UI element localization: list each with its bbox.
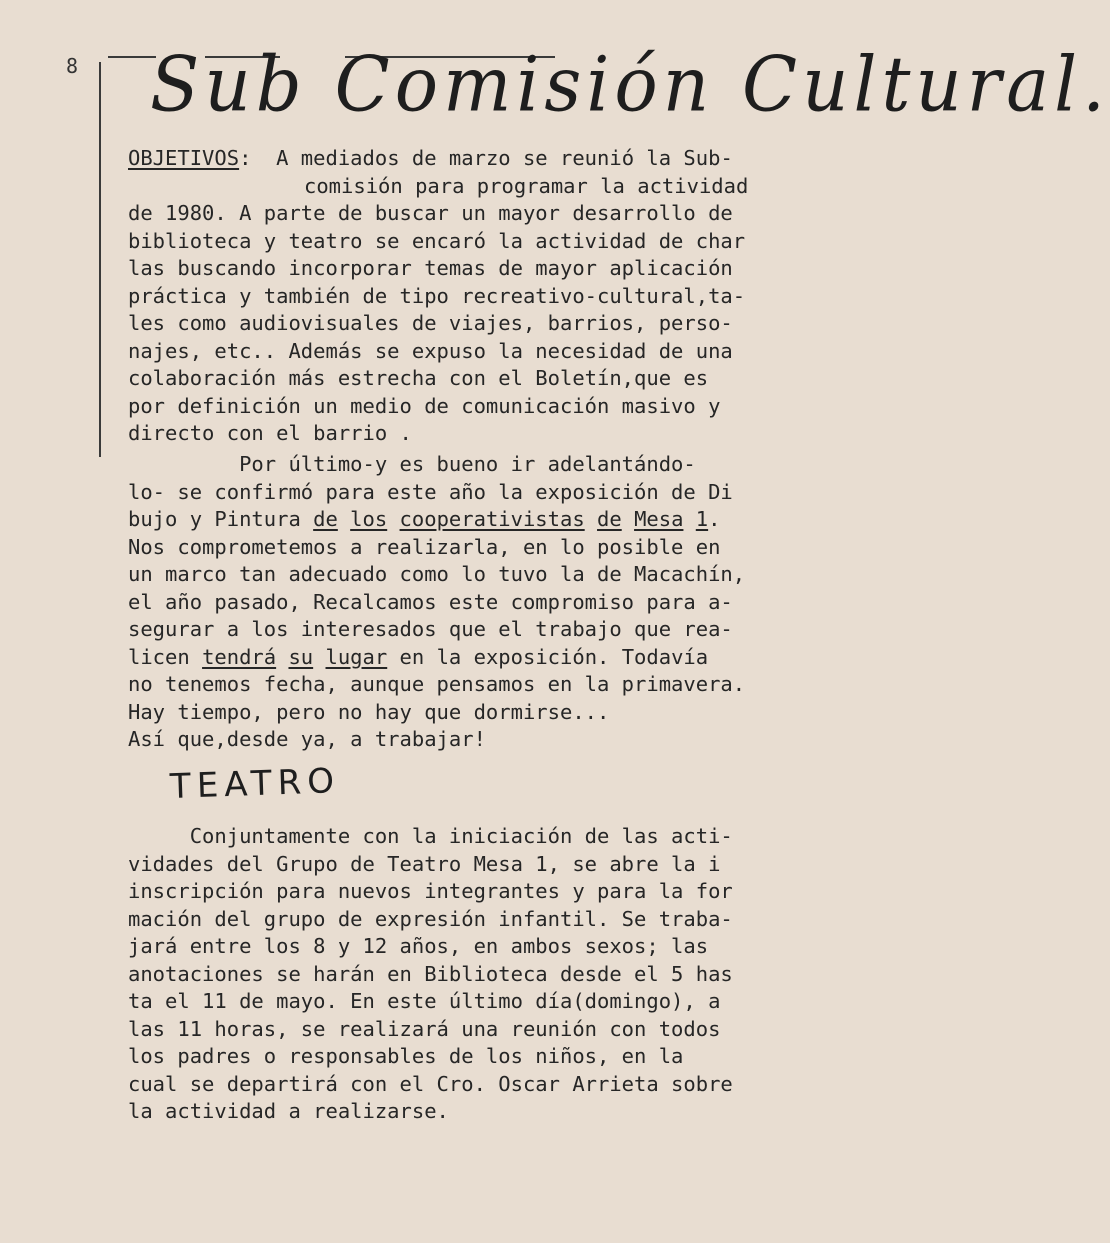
underlined-word: cooperativistas [399,507,585,531]
teatro-line: las 11 horas, se realizará una reunión con todos [128,1016,721,1041]
paragraph-line: un marco tan adecuado como lo tuvo la de Macachín, [128,562,746,586]
text-fragment: en la exposición. Todavía [387,644,709,669]
underlined-word: de [313,507,338,531]
paragraph-line: lo- se confirmó para este año la exposición de Di [128,479,733,504]
objetivos-line: comisión para programar la actividad [304,173,749,198]
paragraph-line-underlined [128,644,708,672]
underlined-word: 1 [695,507,709,531]
objetivos-line: najes, etc.. Además se expuso la necesidad de una [128,338,733,363]
paragraph-line: Por último-y es bueno ir adelantándo- [128,452,696,476]
objetivos-line: directo con el barrio . [128,421,412,445]
underlined-word: su [288,644,314,669]
objetivos-line: colaboración más estrecha con el Boletín,que es [128,366,709,390]
objetivos-line: práctica y también de tipo recreativo-cultural,ta- [128,283,746,308]
objetivos-line: biblioteca y teatro se encaró la actividad de char [128,228,746,253]
teatro-line: jará entre los 8 y 12 años, en ambos sexos; las [128,934,709,958]
underlined-word: tendrá [202,644,277,669]
objetivos-label-separator: : [239,146,252,170]
teatro-line: vidades del Grupo de Teatro Mesa 1, se abre la i [128,851,721,876]
teatro-line: la actividad a realizarse. [128,1099,449,1123]
paragraph-line: Nos comprometemos a realizarla, en lo posible en [128,534,721,559]
objetivos-first-line [128,145,733,173]
objetivos-line: A mediados de marzo se reunió la Sub- [276,146,733,170]
text-fragment: . [708,507,721,531]
paragraph-line: segurar a los interesados que el trabajo que rea- [128,617,733,641]
section-title: Sub Comisión Cultural. [150,39,1110,129]
objetivos-line: por definición un medio de comunicación masivo y [128,393,721,418]
text-fragment: licen [128,644,203,669]
teatro-line: anotaciones se harán en Biblioteca desde el 5 has [128,961,733,986]
objetivos-line: les como audiovisuales de viajes, barrios, perso- [128,311,733,335]
objetivos-line: de 1980. A parte de buscar un mayor desarrollo de [128,201,733,225]
paragraph-line: no tenemos fecha, aunque pensamos en la primavera. [128,672,746,696]
margin-rule [99,62,101,457]
page-number: 8 [66,54,79,78]
teatro-heading: TEATRO [169,761,341,807]
underlined-word: lugar [325,644,388,669]
paragraph-line: Hay tiempo, pero no hay que dormirse... [128,699,610,724]
teatro-line: los padres o responsables de los niños, en la [128,1044,684,1068]
teatro-line: ta el 11 de mayo. En este último día(domingo), a [128,989,721,1013]
teatro-line: inscripción para nuevos integrantes y para la for [128,879,733,903]
objetivos-label: OBJETIVOS [128,146,240,170]
objetivos-line: las buscando incorporar temas de mayor aplicación [128,256,733,280]
paragraph-line-underlined [128,506,720,534]
teatro-line: Conjuntamente con la iniciación de las acti- [128,824,733,848]
teatro-line: mación del grupo de expresión infantil. Se traba- [128,906,733,931]
teatro-line: cual se departirá con el Cro. Oscar Arrieta sobre [128,1071,733,1096]
title-rule-left [108,56,156,58]
text-fragment: bujo y Pintura [128,507,314,531]
paragraph-line: el año pasado, Recalcamos este compromiso para a- [128,589,733,614]
underlined-word: Mesa [634,507,684,531]
paragraph-line: Así que,desde ya, a trabajar! [128,727,486,751]
underlined-word: de [597,507,622,531]
underlined-word: los [350,507,388,531]
